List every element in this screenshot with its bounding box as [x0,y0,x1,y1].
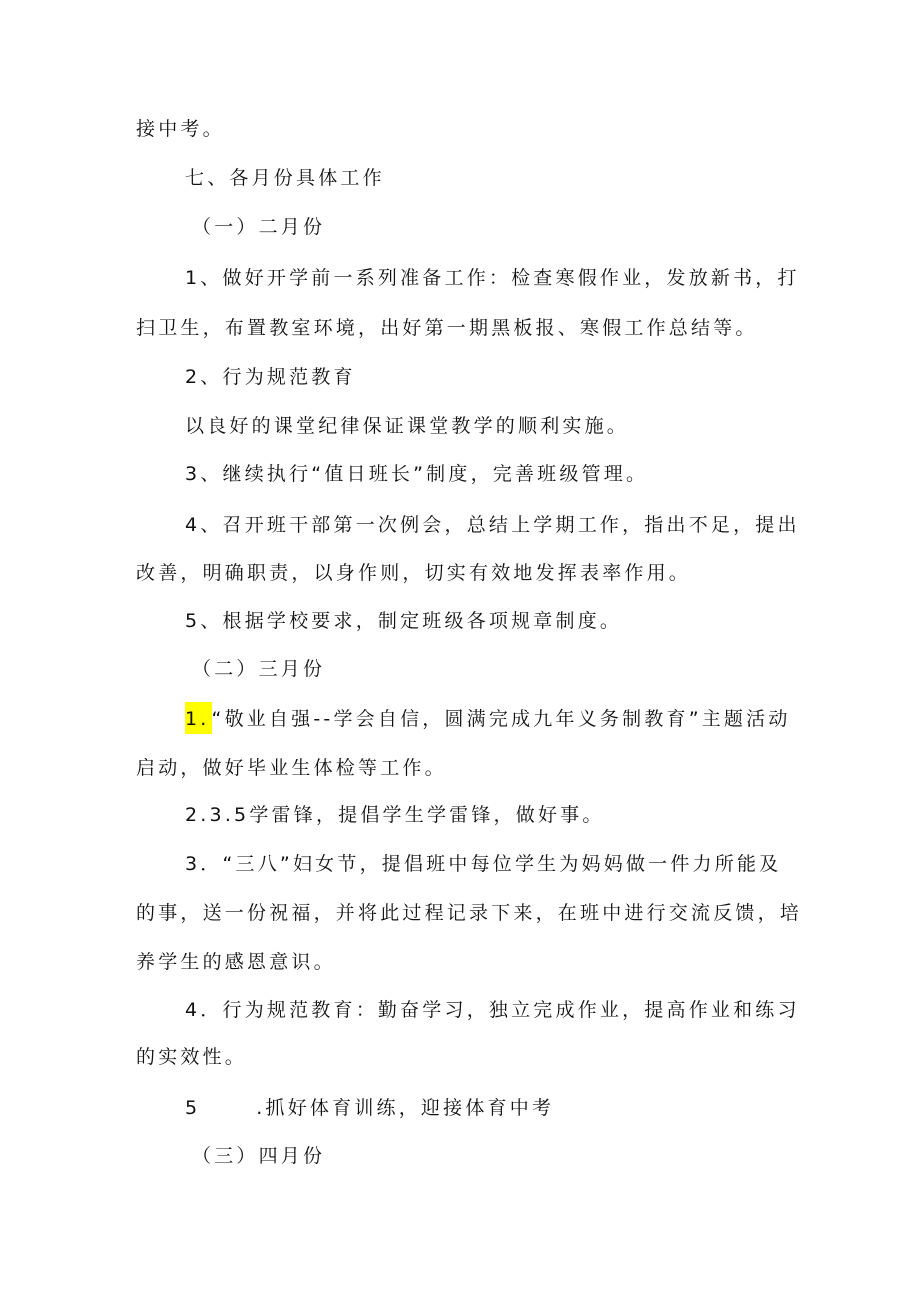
text-line: 1、做好开学前一系列准备工作：检查寒假作业，发放新书，打 [185,267,800,289]
text-line: 5、根据学校要求，制定班级各项规章制度。 [185,610,623,632]
text-line: 扫卫生，布置教室环境，出好第一期黑板报、寒假工作总结等。 [136,317,758,339]
text-line: 4．行为规范教育：勤奋学习，独立完成作业，提高作业和练习 [185,999,800,1021]
text-line: 3、继续执行“值日班长”制度，完善班级管理。 [185,463,649,485]
text-line: 2、行为规范教育 [185,366,356,388]
text-line [185,1096,554,1120]
text-line: 以良好的课堂纪律保证课堂教学的顺利实施。 [185,415,630,437]
text-line [185,707,791,731]
text-line: 4、召开班干部第一次例会，总结上学期工作，指出不足，提出 [185,514,800,536]
text-line: 改善，明确职责，以身作则，切实有效地发挥表率作用。 [136,562,692,584]
subsection-heading: （一）二月份 [192,216,326,238]
text-line: 启动，做好毕业生体检等工作。 [136,757,447,779]
item-number: 5 [185,1097,201,1119]
text-line: 的事，送一份祝福，并将此过程记录下来，在班中进行交流反馈，培 [136,902,803,924]
subsection-heading: （三）四月份 [192,1145,326,1167]
text-line: 的实效性。 [136,1046,248,1068]
text-span: .抓好体育训练，迎接体育中考 [256,1097,555,1119]
text-line: 3．“三八”妇女节，提倡班中每位学生为妈妈做一件力所能及 [185,853,782,875]
section-heading: 七、各月份具体工作 [185,167,385,189]
text-line: 接中考。 [136,118,225,140]
subsection-heading: （二）三月份 [192,658,326,680]
highlighted-number: 1. [185,702,212,734]
text-line: 2.3.5学雷锋，提倡学生学雷锋，做好事。 [185,804,605,826]
text-line: 养学生的感恩意识。 [136,951,336,973]
text-span: “敬业自强--学会自信，圆满完成九年义务制教育”主题活动 [211,708,791,730]
